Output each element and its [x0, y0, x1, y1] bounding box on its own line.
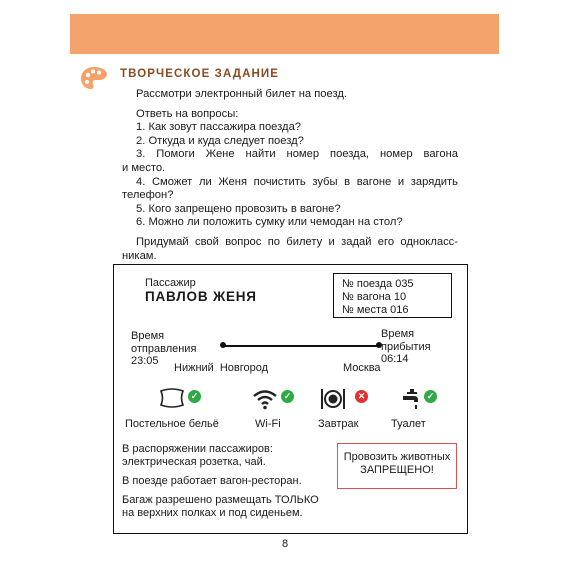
question-6: 6. Можно ли положить сумку или чемодан на стол?: [136, 216, 403, 229]
wifi-label: Wi-Fi: [255, 418, 281, 430]
car-number: № вагона 10: [342, 291, 407, 303]
info-restaurant: В поезде работает вагон-ресторан.: [122, 475, 302, 487]
breakfast-cross-icon: ✕: [355, 390, 368, 403]
animals-notice: [337, 443, 457, 489]
info-luggage-line-1: Багаж разрешено размещать ТОЛЬКО: [122, 494, 319, 506]
header-banner: [70, 14, 499, 54]
arrival-label-2: прибытия: [381, 340, 431, 353]
breakfast-label: Завтрак: [318, 418, 359, 430]
info-sockets-line-1: В распоряжении пассажиров:: [122, 443, 273, 455]
arrival-time: 06:14: [381, 353, 409, 365]
arrival-label-1: Время: [381, 328, 415, 340]
e-ticket: [113, 264, 468, 534]
arrival-block: [381, 328, 431, 366]
notice-line-2: ЗАПРЕЩЕНО!: [360, 464, 434, 476]
info-sockets: [122, 443, 273, 468]
palette-icon: [80, 65, 108, 91]
info-luggage: [122, 494, 319, 519]
question-3-cont: и место.: [122, 161, 166, 174]
departure-label-1: Время: [131, 330, 165, 342]
seat-number: № места 016: [342, 304, 409, 316]
info-luggage-line-2: на верхних полках и под сиденьем.: [122, 506, 303, 519]
plate-icon: [319, 387, 347, 411]
bedding-label: Постельное бельё: [125, 418, 219, 430]
from-city: Нижний Новгород: [174, 362, 269, 374]
toilet-check-icon: ✓: [424, 390, 437, 403]
train-number: № поезда 035: [342, 278, 414, 290]
task-text: [122, 88, 458, 263]
question-4-cont: телефон?: [122, 189, 174, 202]
task-title: ТВОРЧЕСКОЕ ЗАДАНИЕ: [120, 68, 280, 80]
question-3: 3. Помоги Жене найти номер поезда, номер вагона: [136, 148, 458, 161]
departure-time: 23:05: [131, 355, 159, 367]
wifi-icon: [252, 388, 278, 410]
faucet-icon: [400, 387, 424, 411]
question-1: 1. Как зовут пассажира поезда?: [136, 121, 302, 134]
ticket-numbers: [333, 273, 452, 318]
passenger-name: ПАВЛОВ ЖЕНЯ: [145, 289, 257, 304]
pillow-icon: [158, 387, 186, 409]
question-4: 4. Сможет ли Женя почистить зубы в вагоне и зарядить: [136, 175, 458, 188]
to-city: Москва: [343, 362, 381, 374]
task-intro: Рассмотри электронный билет на поезд.: [136, 88, 347, 100]
notice-line-1: Провозить животных: [343, 451, 451, 463]
wifi-check-icon: ✓: [281, 390, 294, 403]
passenger-label: Пассажир: [145, 277, 196, 289]
final-task-cont: никам.: [122, 249, 157, 262]
toilet-label: Туалет: [391, 418, 426, 430]
info-sockets-line-2: электрическая розетка, чай.: [122, 455, 266, 468]
departure-label-2: отправления: [131, 342, 197, 355]
route-line: [222, 345, 378, 347]
bedding-check-icon: ✓: [188, 390, 201, 403]
question-5: 5. Кого запрещено провозить в вагоне?: [136, 202, 341, 215]
final-task: Придумай свой вопрос по билету и задай его однокласс-: [136, 235, 458, 248]
question-2: 2. Откуда и куда следует поезд?: [136, 134, 304, 147]
questions-label: Ответь на вопросы:: [136, 107, 239, 120]
page-number: 8: [281, 538, 289, 550]
